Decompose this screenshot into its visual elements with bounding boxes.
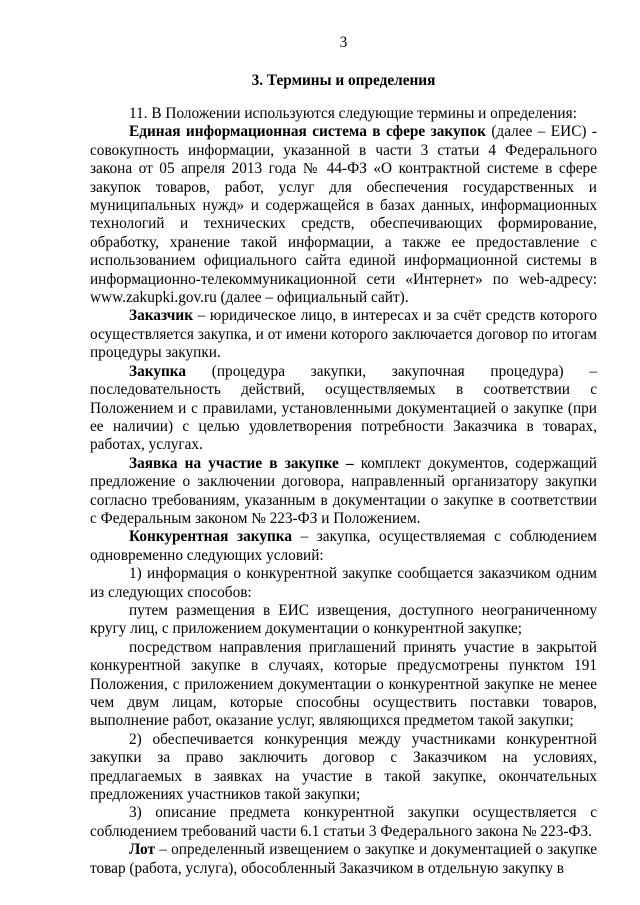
term-lot: Лот bbox=[129, 841, 155, 859]
document-page bbox=[90, 34, 597, 878]
section-title: 3. Термины и определения bbox=[251, 72, 436, 89]
condition-1-method-a: путем размещения в ЕИС извещения, доступного неограниченному кругу лиц, с приложением документации о конкурентной закупке; bbox=[90, 601, 597, 638]
definition-customer-text: – юридическое лицо, в интересах и за счёт средств которого осуществляется закупка, и от имени которого заключается договор по итогам процедуры закупки. bbox=[90, 307, 597, 362]
term-application: Заявка на участие в закупке – bbox=[129, 454, 354, 472]
definition-lot-text: – определенный извещением о закупке и документацией о закупке товар (работа, услуга), обособленный Заказчиком в отдельную закупку в bbox=[90, 841, 597, 877]
definition-customer bbox=[90, 307, 597, 362]
definition-competitive bbox=[90, 528, 597, 565]
definition-procurement-text: (процедура закупки, закупочная процедура) – последовательность действий, осуществляемых в соответствии с Положением и с правилами, установленными документацией о закупке (при ее наличии) с целью удовлетворения потребности Заказчика в товарах, работах, услугах. bbox=[90, 362, 597, 454]
condition-3: 3) описание предмета конкурентной закупки осуществляется с соблюдением требований части 6.1 статьи 3 Федерального закона № 223-ФЗ. bbox=[90, 804, 597, 840]
definition-application bbox=[90, 455, 597, 529]
intro-paragraph bbox=[90, 105, 597, 123]
term-competitive: Конкурентная закупка bbox=[129, 528, 293, 546]
definition-eis-text: (далее – ЕИС) - совокупность информации, указанной в части 3 статьи 4 Федерального закона от 05 апреля 2013 года № 44-ФЗ «О контрактной системе в сфере закупок товаров, работ, услуг для обеспечения государственных и муниципальных нужд» и содержащейся в базах данных, информационных технологий и технических средств, обеспечивающих формирование, обработку, хранение такой информации, а также ее предоставление с использованием официального сайта единой информационной системы в информационно-телекоммуникационной сети «Интернет» по web-адресу: www.zakupki.gov.ru (далее – официальный сайт). bbox=[90, 123, 597, 307]
definition-procurement bbox=[90, 363, 597, 455]
term-procurement: Закупка bbox=[129, 362, 187, 380]
condition-2: 2) обеспечивается конкуренция между участниками конкурентной закупки за право заключить договор с Заказчиком на условиях, предлагаемых в заявках на участие в такой закупке, окончательных предложениях участников такой закупки; bbox=[90, 730, 597, 804]
term-eis: Единая информационная система в сфере закупок bbox=[129, 123, 486, 141]
condition-1-method-b: посредством направления приглашений принять участие в закрытой конкурентной закупке в случаях, которые предусмотрены пунктом 191 Положения, с приложением документации о конкурентной закупке не менее чем двум лицам, которые способны осуществить поставки товаров, выполнение работ, оказание услуг, являющихся предметом такой закупки; bbox=[90, 638, 597, 730]
definition-competitive-text: – закупка, осуществляемая с соблюдением одновременно следующих условий: bbox=[90, 528, 597, 564]
definition-lot bbox=[90, 841, 597, 878]
definition-eis bbox=[90, 123, 597, 307]
definition-application-text: комплект документов, содержащий предложение о заключении договора, направленный организатору закупки согласно требованиям, указанным в документации о закупке в соответствии с Федеральным законом № 223-ФЗ и Положением. bbox=[90, 454, 597, 527]
intro-text: 11. В Положении используются следующие термины и определения: bbox=[129, 105, 577, 122]
condition-1: 1) информация о конкурентной закупке сообщается заказчиком одним из следующих способов: bbox=[90, 565, 597, 601]
page-number: 3 bbox=[339, 34, 348, 51]
term-customer: Заказчик bbox=[129, 307, 194, 325]
